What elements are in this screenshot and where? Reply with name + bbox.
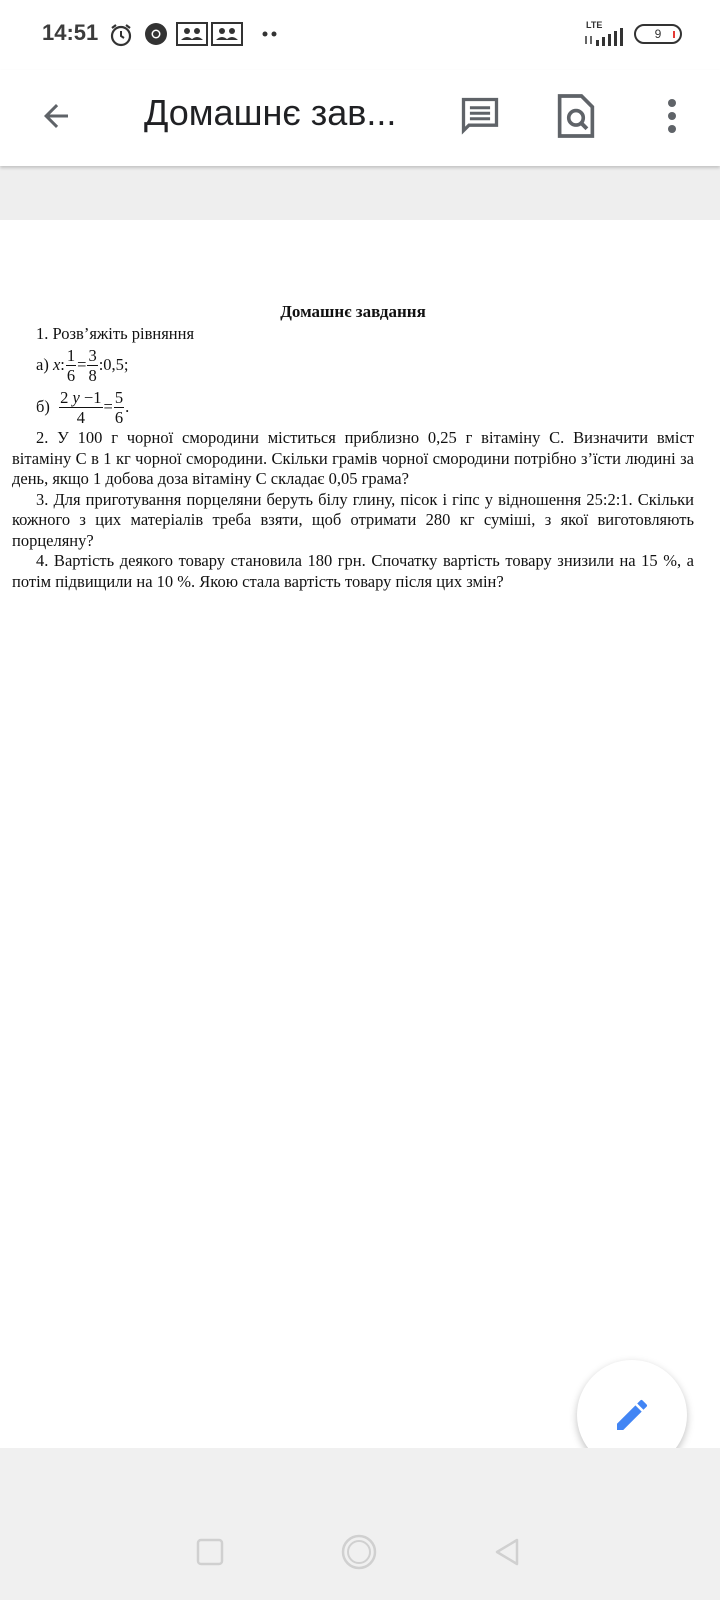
- equation-b: [12, 386, 694, 428]
- task-3: 3. Для приготування порцеляни беруть білу глину, пісок і гіпс у відношення 25:2:1. Скільки кожного з цих матеріалів треба взяти, щоб отримати 280 кг суміші, з якої виготовляють порцеляну?: [12, 489, 694, 550]
- fraction-denominator: 8: [88, 365, 97, 385]
- battery-level: 9: [654, 27, 662, 41]
- fraction-numerator: [59, 388, 102, 408]
- numerator-constant: −1: [83, 387, 102, 407]
- more-options-button[interactable]: [640, 84, 704, 148]
- fraction-2y-1-over-4: [59, 388, 102, 427]
- document-content: [12, 302, 694, 592]
- equation-a-tail: :0,5;: [98, 354, 129, 374]
- chrome-icon: [144, 22, 168, 46]
- fraction-3-8: [87, 346, 97, 385]
- task-1-heading: 1. Розв’яжіть рівняння: [36, 323, 195, 343]
- fraction-1-6: [66, 346, 76, 385]
- fraction-5-6: [114, 388, 124, 427]
- bottom-area: [0, 1448, 720, 1600]
- fraction-denominator: 6: [114, 407, 124, 427]
- back-triangle-icon[interactable]: [494, 1538, 520, 1566]
- comments-button[interactable]: [448, 84, 512, 148]
- arrow-back-icon: [38, 98, 74, 134]
- recents-square-icon[interactable]: [196, 1538, 224, 1566]
- numerator-variable: y: [72, 387, 80, 407]
- document-page[interactable]: [0, 220, 720, 1448]
- fraction-numerator: 1: [66, 345, 76, 365]
- find-in-page-icon: [556, 94, 596, 138]
- group-notification-icon: [211, 22, 243, 46]
- equation-b-tail: .: [125, 396, 130, 416]
- group-notification-icon: [176, 22, 208, 46]
- equation-a-label: а): [36, 354, 49, 374]
- equals-sign: =: [77, 354, 87, 374]
- equation-b-label: б): [36, 396, 50, 416]
- more-vert-icon: [666, 98, 678, 134]
- app-bar: [0, 70, 720, 166]
- equation-a-variable: x: [52, 354, 61, 374]
- alarm-icon: [108, 22, 134, 48]
- fraction-denominator: 6: [66, 365, 76, 385]
- page-gap: [0, 166, 720, 220]
- fraction-denominator: 4: [76, 407, 85, 427]
- document-title: Домашнє зав...: [144, 92, 397, 133]
- equals-sign: =: [103, 396, 113, 416]
- battery-icon: [634, 24, 682, 44]
- more-dots-icon: [260, 22, 280, 46]
- home-circle-icon[interactable]: [341, 1534, 377, 1570]
- task-4: 4. Вартість деякого товару становила 180 грн. Спочатку вартість товару знизили на 15 %, а потім підвищили на 10 %. Якою стала вартість товару після цих змін?: [12, 551, 694, 591]
- fraction-numerator: 5: [114, 387, 124, 407]
- status-bar: [0, 0, 720, 70]
- battery-low-indicator: [673, 31, 675, 38]
- equation-a: [12, 344, 694, 386]
- document-heading: Домашнє завдання: [280, 302, 426, 321]
- comment-icon: [458, 94, 502, 138]
- edit-pencil-icon: [612, 1395, 652, 1435]
- network-type: LTE: [586, 20, 603, 30]
- fraction-numerator: 3: [88, 345, 97, 365]
- find-in-page-button[interactable]: [544, 84, 608, 148]
- status-time: 14:51: [42, 20, 99, 45]
- equation-a-colon: :: [60, 354, 65, 374]
- back-button[interactable]: [24, 84, 88, 148]
- numerator-coefficient: 2: [60, 387, 69, 407]
- task-2: 2. У 100 г чорної смородини міститься приблизно 0,25 г вітаміну С. Визначити вміст вітаміну С в 1 кг чорної смородини. Скільки грамів чорної смородини потрібно з’їсти людині за день, якщо 1 добова доза вітаміну С складає 0,05 грама?: [12, 428, 694, 488]
- signal-icon: [584, 28, 624, 46]
